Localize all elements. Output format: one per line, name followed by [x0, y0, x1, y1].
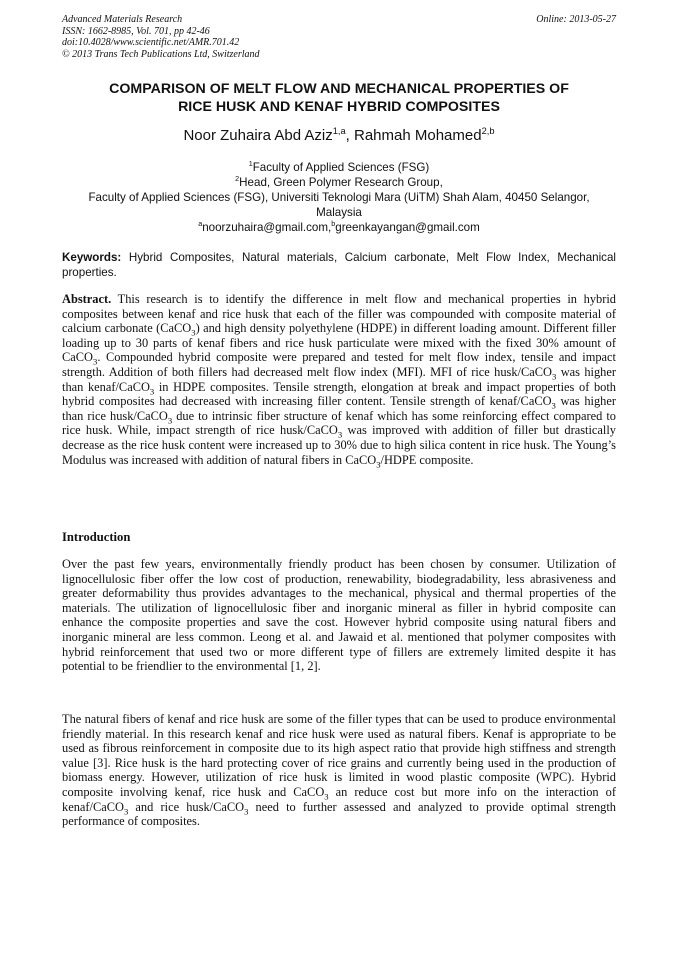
subscript: 3 [552, 371, 557, 382]
author-separator: , [345, 127, 354, 144]
author-superscript: 1,a [332, 126, 346, 136]
abstract-text: in HDPE composites. Tensile strength, elongation at break and impact properties of both hybrid composites had decreased with increasing filler content. Tensile strength of kenaf/CaCO [62, 379, 616, 409]
subscript: 3 [191, 327, 196, 338]
issn-line: ISSN: 1662-8985, Vol. 701, pp 42-46 [62, 25, 210, 37]
abstract-text: was higher than kenaf/CaCO [62, 364, 616, 394]
email-marker: a [198, 219, 203, 229]
subscript: 3 [551, 400, 556, 411]
paper-title [62, 80, 616, 116]
abstract-label: Abstract. [62, 292, 112, 306]
subscript: 3 [123, 806, 129, 817]
paragraph-text: need to further assessed and analyzed to provide optimal strength performance of composites. [62, 799, 616, 829]
introduction-paragraph-2 [62, 712, 616, 829]
affiliation-marker: 1 [248, 159, 253, 169]
email-address[interactable]: greenkayangan@gmail.com [335, 221, 480, 234]
doi-line: doi:10.4028/www.scientific.net/AMR.701.42 [62, 37, 240, 48]
title-line-1: COMPARISON OF MELT FLOW AND MECHANICAL PROPERTIES OF [109, 81, 569, 97]
paragraph-text: and rice husk/CaCO [128, 799, 245, 814]
author-name: Rahmah Mohamed [354, 127, 482, 144]
subscript: 3 [337, 429, 343, 440]
affiliation-line [62, 160, 616, 175]
author-name: Noor Zuhaira Abd Aziz [183, 127, 333, 144]
copyright-line: © 2013 Trans Tech Publications Ltd, Switzerland [62, 48, 260, 60]
paragraph-text: an reduce cost but more info on the interaction of kenaf/CaCO [62, 784, 616, 814]
abstract-text: due to intrinsic fiber structure of kenaf which has some reinforcing effect compared to rice husk. While, impact strength of rice husk/CaCO [62, 408, 616, 438]
abstract-text: . Compounded hybrid composite were prepared and tested for melt flow index, tensile and impact strength. Addition of both fillers had decreased melt flow index (MFI). MFI of rice husk/CaCO [62, 350, 616, 379]
email-line [62, 220, 616, 235]
keywords [62, 250, 616, 280]
paragraph-text: The natural fibers of kenaf and rice husk are some of the filler types that can be used to produce environmental friendly material. In this research kenaf and rice husk were used as natural fibers. Kenaf is appropriate to be used as fibrous reinforcement in composite due to its high aspect ratio that provide high stiffness and strength value [3]. Rice husk is the hard protecting cover of rice grains and currently being used in the production of biomass energy. However, utilization of rice husk is limited in wood plastic composite (WPC). Hybrid composite involving kenaf, rice husk and CaCO [62, 712, 616, 799]
introduction-paragraph-1: Over the past few years, environmentally friendly product has been chosen by consumer. Utilization of lignocellulosic fiber offer the low cost of production, renewability, biodegradability, less abrasiveness and greater deformability thus provides advantages to the mechanical, physical and thermal properties of the materials. The utilization of lignocellulosic fiber and inorganic mineral as filler in hybrid composite can enhance the composite properties and save the cost. However hybrid composite using natural fibers and inorganic mineral are less common. Leong et al. and Jawaid et al. mentioned that polymer composites with hybrid reinforcement that used two or more different type of fillers are extremely limited despite it has potential to be friendlier to the environmental [1, 2]. [62, 557, 616, 674]
abstract-text: was higher than rice husk/CaCO [62, 394, 616, 423]
author-superscript: 2,b [481, 126, 495, 136]
affiliation-line: Faculty of Applied Sciences (FSG), Universiti Teknologi Mara (UiTM) Shah Alam, 40450 Selangor, [88, 191, 590, 204]
subscript: 3 [244, 806, 249, 817]
title-line-2: RICE HUSK AND KENAF HYBRID COMPOSITES [178, 99, 500, 115]
subscript: 3 [376, 459, 381, 469]
author-list [62, 127, 616, 145]
subscript: 3 [167, 415, 173, 426]
journal-header [62, 14, 616, 60]
email-marker: b [331, 219, 336, 229]
online-date: Online: 2013-05-27 [536, 14, 616, 25]
subscript: 3 [149, 386, 155, 397]
email-address[interactable]: noorzuhaira@gmail.com, [202, 221, 332, 234]
journal-name: Advanced Materials Research [62, 14, 183, 25]
affiliation-text: Faculty of Applied Sciences (FSG) [252, 161, 430, 174]
affiliation-text: Head, Green Polymer Research Group, [239, 176, 443, 189]
abstract-text: was improved with addition of filler but drastically decrease as the rice husk content were increased up to 30% due to high silica content in rice husk. The Young’s Modulus was increased with addition of natural fibers in CaCO [62, 423, 616, 467]
abstract-text: ) and high density polyethylene (HDPE) in different loading amount. Different filler loading up to 30 parts of kenaf fibers and rice husk particulate were mixed with the fixed 30% amount of CaCO [62, 321, 617, 365]
affiliation-marker: 2 [235, 174, 240, 184]
subscript: 3 [92, 356, 98, 367]
abstract-text: /HDPE composite. [380, 452, 474, 467]
abstract-text: This research is to identify the difference in melt flow and mechanical properties in hybrid composites between kenaf and rice husk that each of the filler was compounded with composite material of calcium carbonate (CaCO [62, 292, 616, 336]
subscript: 3 [324, 791, 329, 802]
section-heading-introduction: Introduction [62, 530, 131, 544]
affiliation-line [62, 175, 616, 190]
affiliations [62, 160, 616, 235]
abstract [62, 292, 616, 467]
keywords-text: Hybrid Composites, Natural materials, Calcium carbonate, Melt Flow Index, Mechanical properties. [62, 251, 616, 279]
keywords-label: Keywords: [62, 251, 122, 264]
affiliation-line: Malaysia [316, 206, 362, 219]
